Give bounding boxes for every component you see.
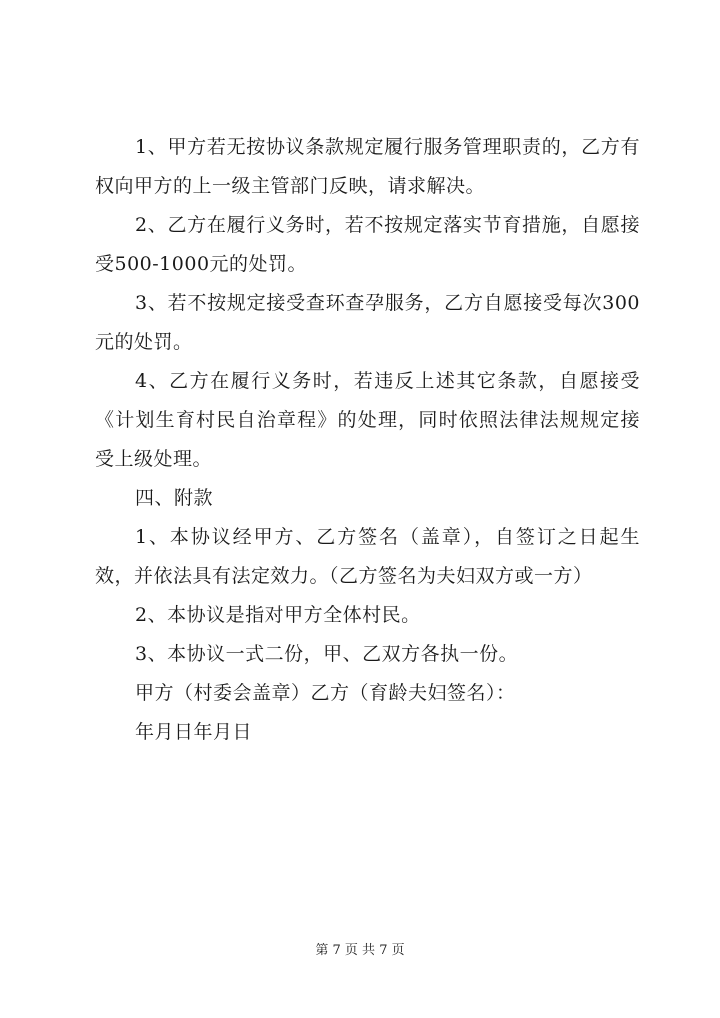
appendix-clause-2: 2、本协议是指对甲方全体村民。 [135,604,421,626]
date-line: 年月日年月日 [135,721,253,743]
clause-4: 4、乙方在履行义务时，若违反上述其它条款，自愿接受《计划生育村民自治章程》的处理，同时依照法律法规规定接受上级处理。 [95,370,640,470]
page-number: 第 7 页 共 7 页 [315,943,405,958]
clause-1: 1、甲方若无按协议条款规定履行服务管理职责的，乙方有权向甲方的上一级主管部门反映，请求解决。 [95,136,640,197]
clause-2: 2、乙方在履行义务时，若不按规定落实节育措施，自愿接受500-1000元的处罚。 [95,214,640,275]
clause-3: 3、若不按规定接受查环查孕服务，乙方自愿接受每次300元的处罚。 [95,292,640,353]
document-body [95,128,640,752]
appendix-clause-1: 1、本协议经甲方、乙方签名（盖章），自签订之日起生效，并依法具有法定效力。（乙方签名为夫妇双方或一方） [95,526,640,587]
appendix-clause-3: 3、本协议一式二份，甲、乙双方各执一份。 [135,643,519,665]
signature-line: 甲方（村委会盖章）乙方（育龄夫妇签名）： [135,682,516,704]
section-heading-appendix: 四、附款 [135,487,214,509]
